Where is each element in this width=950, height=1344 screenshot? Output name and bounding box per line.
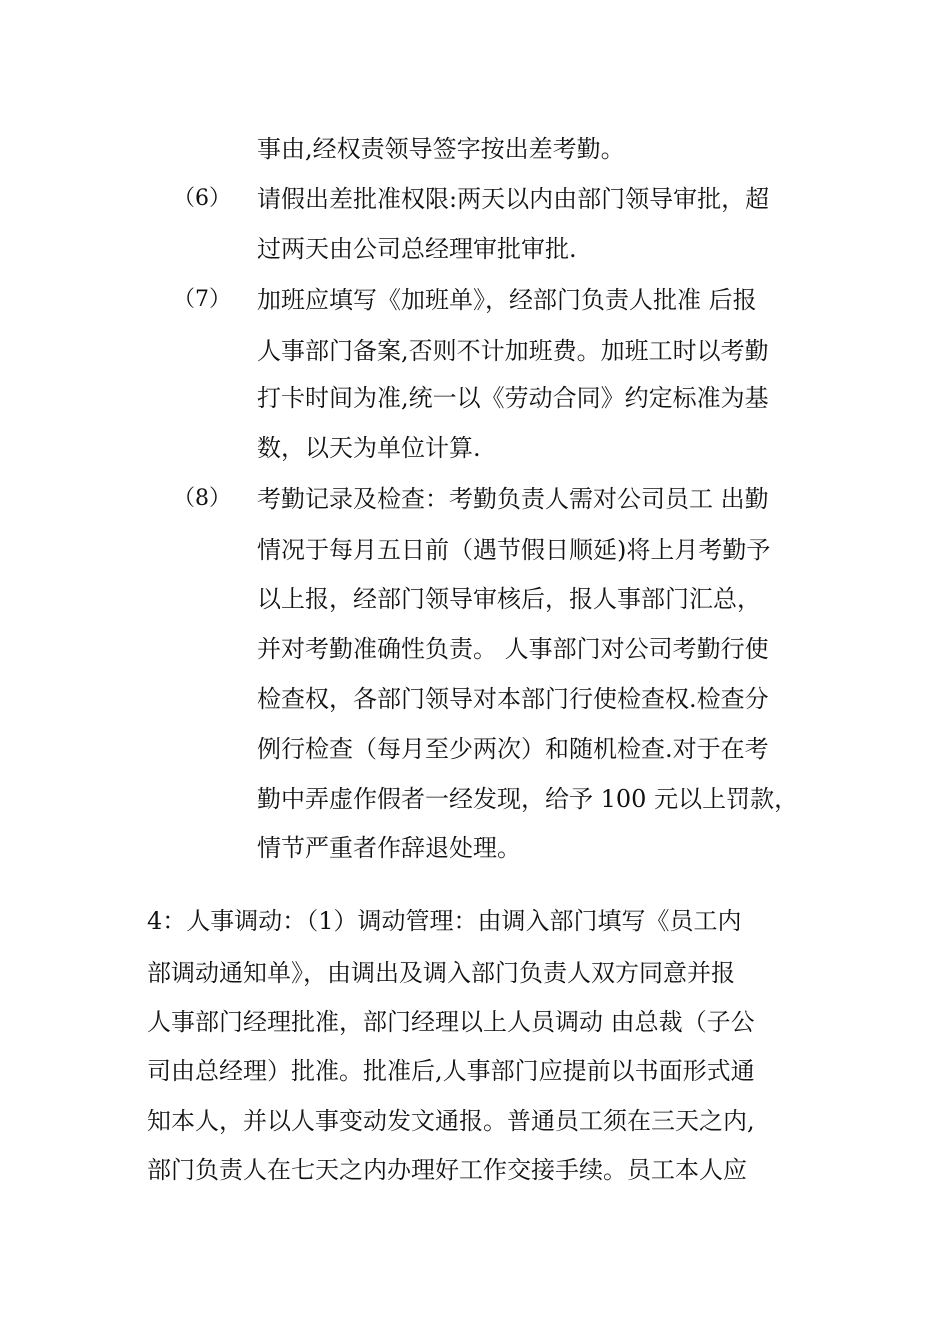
section-line: 部门负责人在七天之内办理好工作交接手续。员工本人应 [147,1156,747,1184]
paragraph-line: 考勤记录及检查：考勤负责人需对公司员工 出勤 [257,485,769,513]
paragraph-line: 打卡时间为准,统一以《劳动合同》约定标准为基 [257,384,769,412]
paragraph-line: 以上报，经部门领导审核后，报人事部门汇总， [257,585,761,613]
paragraph-line: 例行检查（每月至少两次）和随机检查.对于在考 [257,735,769,763]
paragraph-line: 事由,经权责领导签字按出差考勤。 [257,135,625,163]
paragraph-line: 情况于每月五日前（遇节假日顺延)将上月考勤予 [257,536,771,564]
paragraph-line: 数，以天为单位计算. [257,434,481,462]
paragraph-line: 过两天由公司总经理审批审批. [257,235,577,263]
paragraph-line: 勤中弄虚作假者一经发现，给予 100 元以上罚款， [257,785,799,813]
list-number: （6） [173,186,231,211]
section-line: 知本人，并以人事变动发文通报。普通员工须在三天之内, [147,1107,755,1135]
paragraph-line: 并对考勤准确性负责。 人事部门对公司考勤行使 [257,635,769,663]
section-line: 4：人事调动：（1）调动管理：由调入部门填写《员工内 [147,907,742,935]
section-line: 人事部门经理批准，部门经理以上人员调动 由总裁（子公 [147,1008,755,1036]
section-line: 部调动通知单》，由调出及调入部门负责人双方同意并报 [147,959,735,987]
paragraph-line: 请假出差批准权限:两天以内由部门领导审批，超 [257,185,770,213]
list-number: （7） [173,287,231,312]
paragraph-line: 人事部门备案,否则不计加班费。加班工时以考勤 [257,337,769,365]
list-number: （8） [173,486,231,511]
paragraph-line: 检查权，各部门领导对本部门行使检查权.检查分 [257,685,769,713]
paragraph-line: 加班应填写《加班单》，经部门负责人批准 后报 [257,286,757,314]
paragraph-line: 情节严重者作辞退处理。 [257,834,521,862]
section-line: 司由总经理）批准。批准后,人事部门应提前以书面形式通 [147,1057,755,1085]
